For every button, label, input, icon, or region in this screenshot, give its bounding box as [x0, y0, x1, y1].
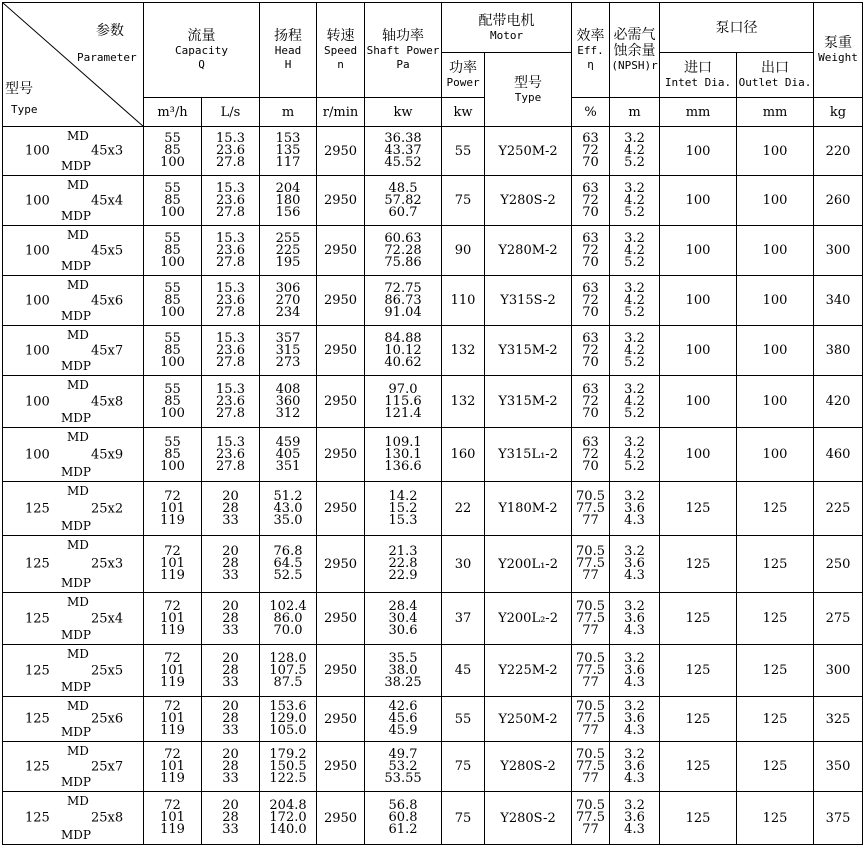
npsh-cell: 3.2 4.2 5.2: [610, 326, 660, 376]
model-mdp: MDP: [61, 576, 91, 590]
type-label-en: Type: [11, 103, 38, 116]
flow-ls-cell: 20 28 33: [202, 742, 260, 792]
model-size: 125: [25, 810, 50, 826]
model-stage: 25x8: [91, 810, 124, 826]
model-cell: [3, 176, 144, 226]
inlet-cell: 100: [660, 226, 737, 276]
model-cell: [3, 226, 144, 276]
unit-inlet: mm: [660, 98, 737, 127]
inlet-cell: 125: [660, 742, 737, 792]
flow-ls-cell: 15.3 23.6 27.8: [202, 226, 260, 276]
efficiency-header: 效率 Eff. η: [572, 3, 610, 98]
model-stage: 45x6: [91, 293, 124, 308]
model-mdp: MDP: [61, 359, 91, 373]
model-size: 100: [25, 343, 50, 358]
unit-shaft: kw: [365, 98, 442, 127]
model-stage: 25x7: [91, 759, 124, 774]
table-body: [3, 127, 863, 845]
table-row: [3, 536, 863, 593]
motor-power-header: 功率 Power: [442, 53, 485, 98]
weight-cell: 300: [814, 226, 863, 276]
flow-m3h-cell: 55 85 100: [144, 276, 202, 326]
head-cell: 204.8 172.0 140.0: [260, 792, 317, 845]
motor-type-cell: Y200L₂-2: [485, 593, 572, 645]
model-cell: [3, 482, 144, 536]
efficiency-cell: 63 72 70: [572, 428, 610, 482]
inlet-header: 进口 Intet Dia.: [660, 53, 737, 98]
weight-cell: 460: [814, 428, 863, 482]
shaft-power-cell: 36.38 43.37 45.52: [365, 127, 442, 176]
shaft-power-cell: 109.1 130.1 136.6: [365, 428, 442, 482]
head-cell: 153 135 117: [260, 127, 317, 176]
outlet-cell: 100: [737, 428, 814, 482]
flow-header: 流量 Capacity Q: [144, 3, 260, 98]
unit-outlet: mm: [737, 98, 814, 127]
model-md: MD: [67, 794, 89, 808]
inlet-cell: 100: [660, 326, 737, 376]
efficiency-cell: 63 72 70: [572, 376, 610, 428]
model-stage: 25x6: [91, 711, 124, 727]
weight-cell: 420: [814, 376, 863, 428]
outlet-cell: 125: [737, 593, 814, 645]
shaft-power-cell: 42.6 45.6 45.9: [365, 697, 442, 742]
speed-cell: 2950: [317, 482, 365, 536]
outlet-cell: 100: [737, 376, 814, 428]
motor-header: 配带电机 Motor: [442, 3, 572, 53]
efficiency-cell: 70.5 77.5 77: [572, 697, 610, 742]
flow-m3h-cell: 72 101 119: [144, 645, 202, 697]
corner-header-cell: [3, 3, 144, 127]
flow-m3h-cell: 55 85 100: [144, 326, 202, 376]
shaft-power-cell: 28.4 30.4 30.6: [365, 593, 442, 645]
weight-cell: 220: [814, 127, 863, 176]
flow-ls-cell: 20 28 33: [202, 536, 260, 593]
inlet-cell: 125: [660, 536, 737, 593]
unit-speed: r/min: [317, 98, 365, 127]
unit-flow-ls: L/s: [202, 98, 260, 127]
efficiency-cell: 70.5 77.5 77: [572, 482, 610, 536]
model-size: 125: [25, 663, 50, 678]
efficiency-cell: 70.5 77.5 77: [572, 645, 610, 697]
weight-cell: 300: [814, 645, 863, 697]
table-row: [3, 226, 863, 276]
inlet-cell: 100: [660, 176, 737, 226]
motor-type-cell: Y225M-2: [485, 645, 572, 697]
head-cell: 179.2 150.5 122.5: [260, 742, 317, 792]
head-header: 扬程 Head H: [260, 3, 317, 98]
model-size: 125: [25, 611, 50, 626]
flow-ls-cell: 15.3 23.6 27.8: [202, 326, 260, 376]
model-cell: [3, 792, 144, 845]
model-mdp: MDP: [61, 209, 91, 223]
weight-cell: 260: [814, 176, 863, 226]
model-md: MD: [67, 647, 89, 661]
shaft-power-cell: 48.5 57.82 60.7: [365, 176, 442, 226]
inlet-cell: 100: [660, 376, 737, 428]
model-mdp: MDP: [61, 828, 91, 842]
model-mdp: MDP: [61, 159, 91, 173]
motor-type-cell: Y315L₁-2: [485, 428, 572, 482]
shaft-power-cell: 72.75 86.73 91.04: [365, 276, 442, 326]
model-md: MD: [67, 228, 89, 242]
weight-header: 泵重 Weight: [814, 3, 863, 98]
inlet-cell: 125: [660, 792, 737, 845]
inlet-cell: 125: [660, 697, 737, 742]
flow-m3h-cell: 55 85 100: [144, 226, 202, 276]
model-md: MD: [67, 178, 89, 192]
model-stage: 45x8: [91, 394, 124, 409]
speed-cell: 2950: [317, 176, 365, 226]
model-stage: 25x3: [91, 556, 124, 572]
outlet-cell: 125: [737, 792, 814, 845]
model-size: 125: [25, 501, 50, 516]
flow-m3h-cell: 72 101 119: [144, 593, 202, 645]
speed-cell: 2950: [317, 742, 365, 792]
model-mdp: MDP: [61, 519, 91, 533]
efficiency-cell: 63 72 70: [572, 326, 610, 376]
model-mdp: MDP: [61, 411, 91, 425]
npsh-cell: 3.2 4.2 5.2: [610, 276, 660, 326]
npsh-cell: 3.2 3.6 4.3: [610, 742, 660, 792]
head-cell: 306 270 234: [260, 276, 317, 326]
flow-ls-cell: 20 28 33: [202, 593, 260, 645]
flow-ls-cell: 15.3 23.6 27.8: [202, 176, 260, 226]
inlet-cell: 125: [660, 645, 737, 697]
speed-cell: 2950: [317, 326, 365, 376]
outlet-cell: 100: [737, 326, 814, 376]
model-size: 100: [25, 243, 50, 258]
table-row: [3, 593, 863, 645]
model-stage: 25x4: [91, 611, 124, 626]
head-cell: 204 180 156: [260, 176, 317, 226]
speed-cell: 2950: [317, 697, 365, 742]
shaft-power-cell: 21.3 22.8 22.9: [365, 536, 442, 593]
weight-cell: 380: [814, 326, 863, 376]
motor-type-cell: Y250M-2: [485, 697, 572, 742]
model-mdp: MDP: [61, 259, 91, 273]
model-mdp: MDP: [61, 309, 91, 323]
model-cell: [3, 127, 144, 176]
motor-type-cell: Y315M-2: [485, 326, 572, 376]
motor-power-cell: 55: [442, 697, 485, 742]
outlet-cell: 125: [737, 697, 814, 742]
motor-power-cell: 55: [442, 127, 485, 176]
unit-weight: kg: [814, 98, 863, 127]
shaft-power-cell: 84.88 10.12 40.62: [365, 326, 442, 376]
weight-cell: 325: [814, 697, 863, 742]
npsh-cell: 3.2 3.6 4.3: [610, 645, 660, 697]
model-mdp: MDP: [61, 680, 91, 694]
motor-power-cell: 45: [442, 645, 485, 697]
inlet-cell: 100: [660, 428, 737, 482]
head-cell: 459 405 351: [260, 428, 317, 482]
param-label-en: Parameter: [77, 51, 137, 64]
npsh-cell: 3.2 3.6 4.3: [610, 482, 660, 536]
model-md: MD: [67, 484, 89, 498]
head-cell: 102.4 86.0 70.0: [260, 593, 317, 645]
flow-m3h-cell: 72 101 119: [144, 697, 202, 742]
speed-cell: 2950: [317, 792, 365, 845]
motor-power-cell: 75: [442, 176, 485, 226]
model-stage: 25x2: [91, 501, 124, 516]
npsh-cell: 3.2 3.6 4.3: [610, 792, 660, 845]
param-label-zh: 参数: [96, 23, 124, 39]
type-label-zh: 型号: [5, 81, 33, 97]
model-md: MD: [67, 699, 89, 713]
weight-cell: 350: [814, 742, 863, 792]
model-md: MD: [67, 430, 89, 444]
flow-m3h-cell: 72 101 119: [144, 482, 202, 536]
model-md: MD: [67, 129, 89, 143]
model-cell: [3, 645, 144, 697]
shaft-power-cell: 14.2 15.2 15.3: [365, 482, 442, 536]
table-row: [3, 176, 863, 226]
npsh-cell: 3.2 4.2 5.2: [610, 127, 660, 176]
head-cell: 51.2 43.0 35.0: [260, 482, 317, 536]
motor-type-cell: Y250M-2: [485, 127, 572, 176]
outlet-cell: 100: [737, 276, 814, 326]
speed-cell: 2950: [317, 645, 365, 697]
model-size: 100: [25, 394, 50, 409]
inlet-cell: 100: [660, 127, 737, 176]
model-size: 100: [25, 447, 50, 462]
model-stage: 45x7: [91, 343, 124, 358]
motor-power-cell: 75: [442, 742, 485, 792]
inlet-cell: 125: [660, 593, 737, 645]
model-md: MD: [67, 744, 89, 758]
model-cell: [3, 742, 144, 792]
motor-type-header: 型号 Type: [485, 53, 572, 127]
head-cell: 255 225 195: [260, 226, 317, 276]
unit-eff: %: [572, 98, 610, 127]
model-mdp: MDP: [61, 465, 91, 479]
npsh-cell: 3.2 3.6 4.3: [610, 697, 660, 742]
motor-power-cell: 110: [442, 276, 485, 326]
efficiency-cell: 63 72 70: [572, 276, 610, 326]
speed-cell: 2950: [317, 536, 365, 593]
model-stage: 45x4: [91, 193, 124, 208]
motor-power-cell: 90: [442, 226, 485, 276]
flow-ls-cell: 15.3 23.6 27.8: [202, 428, 260, 482]
npsh-cell: 3.2 4.2 5.2: [610, 226, 660, 276]
model-cell: [3, 376, 144, 428]
flow-m3h-cell: 55 85 100: [144, 428, 202, 482]
outlet-cell: 100: [737, 176, 814, 226]
motor-type-cell: Y280S-2: [485, 176, 572, 226]
model-cell: [3, 697, 144, 742]
motor-power-cell: 37: [442, 593, 485, 645]
speed-cell: 2950: [317, 428, 365, 482]
flow-ls-cell: 20 28 33: [202, 792, 260, 845]
motor-type-cell: Y180M-2: [485, 482, 572, 536]
model-stage: 45x9: [91, 447, 124, 462]
npsh-cell: 3.2 3.6 4.3: [610, 536, 660, 593]
table-row: [3, 428, 863, 482]
model-size: 100: [25, 143, 50, 159]
outlet-cell: 125: [737, 536, 814, 593]
table-row: [3, 127, 863, 176]
port-diameter-header: 泵口径: [660, 3, 814, 53]
shaft-power-cell: 60.63 72.28 75.86: [365, 226, 442, 276]
motor-type-cell: Y315M-2: [485, 376, 572, 428]
table-row: [3, 326, 863, 376]
model-size: 125: [25, 711, 50, 727]
flow-m3h-cell: 72 101 119: [144, 536, 202, 593]
motor-type-cell: Y280M-2: [485, 226, 572, 276]
model-md: MD: [67, 538, 89, 552]
npsh-cell: 3.2 4.2 5.2: [610, 376, 660, 428]
speed-cell: 2950: [317, 593, 365, 645]
motor-power-cell: 75: [442, 792, 485, 845]
flow-ls-cell: 20 28 33: [202, 697, 260, 742]
motor-type-cell: Y315S-2: [485, 276, 572, 326]
model-md: MD: [67, 278, 89, 292]
outlet-cell: 100: [737, 127, 814, 176]
head-cell: 408 360 312: [260, 376, 317, 428]
inlet-cell: 100: [660, 276, 737, 326]
table-row: [3, 697, 863, 742]
model-size: 100: [25, 193, 50, 208]
efficiency-cell: 70.5 77.5 77: [572, 536, 610, 593]
efficiency-cell: 70.5 77.5 77: [572, 742, 610, 792]
motor-type-cell: Y280S-2: [485, 742, 572, 792]
weight-cell: 275: [814, 593, 863, 645]
head-cell: 153.6 129.0 105.0: [260, 697, 317, 742]
efficiency-cell: 70.5 77.5 77: [572, 792, 610, 845]
speed-cell: 2950: [317, 226, 365, 276]
model-cell: [3, 276, 144, 326]
table-row: [3, 645, 863, 697]
flow-m3h-cell: 55 85 100: [144, 176, 202, 226]
weight-cell: 375: [814, 792, 863, 845]
unit-head: m: [260, 98, 317, 127]
model-md: MD: [67, 595, 89, 609]
model-md: MD: [67, 328, 89, 342]
motor-power-cell: 132: [442, 376, 485, 428]
model-mdp: MDP: [61, 725, 91, 739]
unit-power: kw: [442, 98, 485, 127]
flow-ls-cell: 15.3 23.6 27.8: [202, 276, 260, 326]
table-row: [3, 276, 863, 326]
motor-power-cell: 160: [442, 428, 485, 482]
shaft-power-header: 轴功率 Shaft Power Pa: [365, 3, 442, 98]
model-mdp: MDP: [61, 628, 91, 642]
flow-m3h-cell: 55 85 100: [144, 376, 202, 428]
model-stage: 25x5: [91, 663, 124, 678]
model-size: 100: [25, 293, 50, 308]
npsh-cell: 3.2 3.6 4.3: [610, 593, 660, 645]
speed-cell: 2950: [317, 376, 365, 428]
efficiency-cell: 63 72 70: [572, 127, 610, 176]
table-row: [3, 482, 863, 536]
outlet-cell: 100: [737, 226, 814, 276]
outlet-cell: 125: [737, 742, 814, 792]
model-size: 125: [25, 759, 50, 774]
shaft-power-cell: 35.5 38.0 38.25: [365, 645, 442, 697]
outlet-cell: 125: [737, 645, 814, 697]
weight-cell: 250: [814, 536, 863, 593]
flow-m3h-cell: 72 101 119: [144, 792, 202, 845]
efficiency-cell: 63 72 70: [572, 176, 610, 226]
head-cell: 76.8 64.5 52.5: [260, 536, 317, 593]
npsh-cell: 3.2 4.2 5.2: [610, 428, 660, 482]
speed-cell: 2950: [317, 276, 365, 326]
outlet-header: 出口 Outlet Dia.: [737, 53, 814, 98]
model-mdp: MDP: [61, 775, 91, 789]
unit-flow-m3h: m³/h: [144, 98, 202, 127]
inlet-cell: 125: [660, 482, 737, 536]
table-row: [3, 376, 863, 428]
pump-spec-table: [2, 2, 863, 845]
npsh-header: 必需气 蚀余量 (NPSH)r: [610, 3, 660, 98]
speed-header: 转速 Speed n: [317, 3, 365, 98]
head-cell: 128.0 107.5 87.5: [260, 645, 317, 697]
model-stage: 45x3: [91, 143, 124, 159]
weight-cell: 225: [814, 482, 863, 536]
flow-m3h-cell: 55 85 100: [144, 127, 202, 176]
table-row: [3, 792, 863, 845]
efficiency-cell: 70.5 77.5 77: [572, 593, 610, 645]
motor-power-cell: 22: [442, 482, 485, 536]
model-cell: [3, 326, 144, 376]
motor-power-cell: 132: [442, 326, 485, 376]
model-md: MD: [67, 378, 89, 392]
efficiency-cell: 63 72 70: [572, 226, 610, 276]
model-size: 125: [25, 556, 50, 572]
motor-power-cell: 30: [442, 536, 485, 593]
flow-ls-cell: 20 28 33: [202, 645, 260, 697]
shaft-power-cell: 49.7 53.2 53.55: [365, 742, 442, 792]
model-cell: [3, 428, 144, 482]
flow-ls-cell: 15.3 23.6 27.8: [202, 127, 260, 176]
flow-ls-cell: 20 28 33: [202, 482, 260, 536]
model-cell: [3, 593, 144, 645]
weight-cell: 340: [814, 276, 863, 326]
model-cell: [3, 536, 144, 593]
speed-cell: 2950: [317, 127, 365, 176]
npsh-cell: 3.2 4.2 5.2: [610, 176, 660, 226]
flow-ls-cell: 15.3 23.6 27.8: [202, 376, 260, 428]
motor-type-cell: Y200L₁-2: [485, 536, 572, 593]
table-row: [3, 742, 863, 792]
unit-npsh: m: [610, 98, 660, 127]
flow-m3h-cell: 72 101 119: [144, 742, 202, 792]
model-stage: 45x5: [91, 243, 124, 258]
outlet-cell: 125: [737, 482, 814, 536]
motor-type-cell: Y280S-2: [485, 792, 572, 845]
shaft-power-cell: 56.8 60.8 61.2: [365, 792, 442, 845]
head-cell: 357 315 273: [260, 326, 317, 376]
shaft-power-cell: 97.0 115.6 121.4: [365, 376, 442, 428]
